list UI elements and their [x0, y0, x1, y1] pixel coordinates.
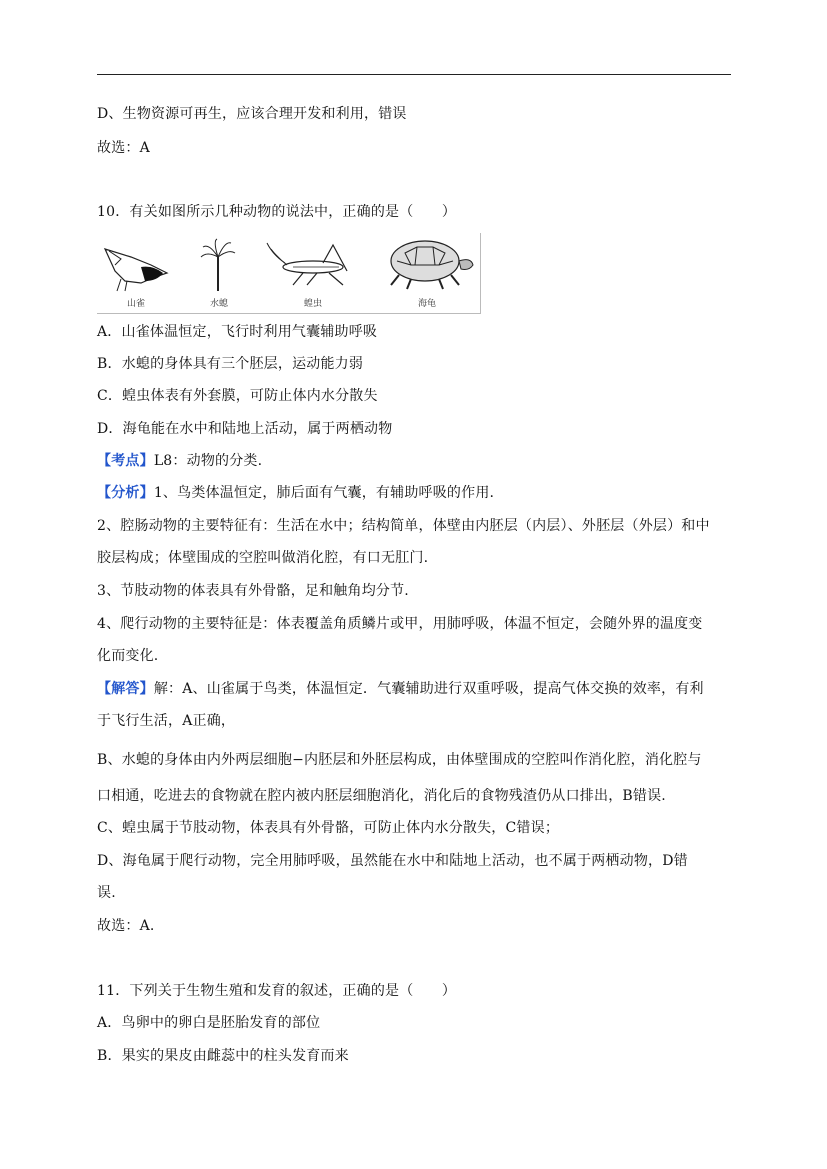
kaodian-line: [97, 451, 262, 471]
header-rule: [97, 74, 731, 75]
figure-caption-turtle: 海龟: [417, 299, 436, 309]
animals-figure: [97, 233, 481, 314]
solution-line: 口相通，吃进去的食物就在腔内被内胚层细胞消化，消化后的食物残渣仍从口排出，B错误.: [97, 788, 666, 804]
q10-option-c: C．蝗虫体表有外套膜，可防止体内水分散失: [97, 388, 378, 404]
hydra-icon: [189, 235, 249, 295]
q11-option-b: B．果实的果皮由雌蕊中的柱头发育而来: [97, 1048, 349, 1064]
figure-item-locust: [263, 233, 363, 313]
kaodian-text: L8：动物的分类.: [153, 453, 263, 469]
q11-option-a: A．鸟卵中的卵白是胚胎发育的部位: [97, 1015, 321, 1031]
figure-item-bird: [101, 233, 171, 313]
fenxi-line: [97, 483, 494, 503]
solution-line: C、蝗虫属于节肢动物，体表具有外骨骼，可防止体内水分散失，C错误；: [97, 820, 560, 836]
q10-option-a: A．山雀体温恒定，飞行时利用气囊辅助呼吸: [97, 324, 378, 340]
jieda-tag: 【解答】: [97, 681, 154, 697]
analysis-line: 3、节肢动物的体表具有外骨骼，足和触角均分节.: [97, 583, 409, 599]
figure-caption-locust: 蝗虫: [303, 299, 322, 309]
q10-stem: 10．有关如图所示几种动物的说法中，正确的是（ ）: [97, 204, 457, 220]
analysis-line: 4、爬行动物的主要特征是：体表覆盖角质鳞片或甲，用肺呼吸，体温不恒定，会随外界的温度变: [97, 616, 703, 632]
analysis-line: 2、腔肠动物的主要特征有：生活在水中；结构简单，体壁由内胚层（内层）、外胚层（外层）和中: [97, 518, 710, 534]
locust-icon: [263, 235, 363, 295]
jieda-line: [97, 679, 704, 699]
q10-option-b: B．水螅的身体具有三个胚层，运动能力弱: [97, 356, 364, 372]
figure-item-turtle: [377, 233, 477, 313]
solution-line: D、海龟属于爬行动物，完全用肺呼吸，虽然能在水中和陆地上活动，也不属于两栖动物，D错: [97, 853, 688, 869]
q10-option-d: D．海龟能在水中和陆地上活动，属于两栖动物: [97, 421, 393, 437]
solution-line: 于飞行生活，A正确，: [97, 713, 236, 729]
fenxi-text: 1、鸟类体温恒定，肺后面有气囊，有辅助呼吸的作用.: [153, 485, 495, 501]
q10-answer: 故选：A.: [97, 918, 155, 934]
analysis-line: 胶层构成；体壁围成的空腔叫做消化腔，有口无肛门.: [97, 550, 429, 566]
jieda-text: 解：A、山雀属于鸟类，体温恒定．气囊辅助进行双重呼吸，提高气体交换的效率，有利: [153, 681, 704, 697]
figure-caption-bird: 山雀: [126, 299, 145, 309]
solution-line: B、水螅的身体由内外两层细胞−内胚层和外胚层构成，由体壁围成的空腔叫作消化腔，消化腔与: [97, 752, 702, 768]
fenxi-tag: 【分析】: [97, 485, 154, 501]
kaodian-tag: 【考点】: [97, 453, 154, 469]
q9-option-d-explanation: D、生物资源可再生，应该合理开发和利用，错误: [97, 106, 407, 122]
figure-item-hydra: [189, 233, 249, 313]
q9-answer: 故选：A: [97, 140, 150, 156]
turtle-icon: [377, 235, 477, 295]
bird-icon: [101, 235, 171, 295]
analysis-line: 化而变化.: [97, 648, 159, 664]
figure-caption-hydra: 水螅: [209, 299, 228, 309]
solution-line: 误.: [97, 885, 116, 901]
q11-stem: 11．下列关于生物生殖和发育的叙述，正确的是（ ）: [97, 983, 457, 999]
